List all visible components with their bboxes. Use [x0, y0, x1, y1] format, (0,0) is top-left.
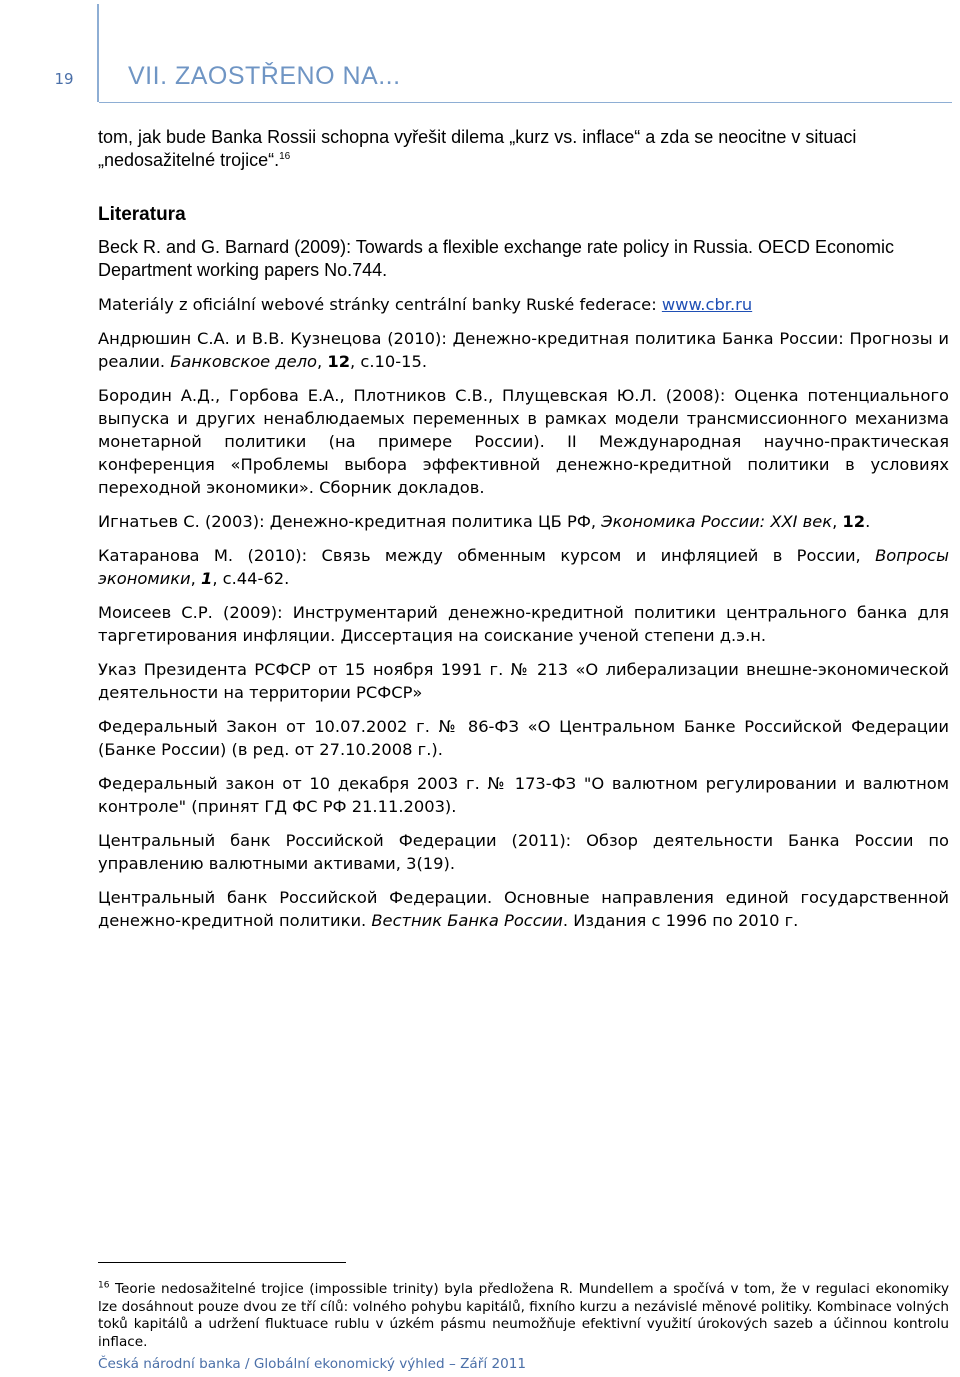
ref-andryushin-journal: Банковское дело	[170, 352, 318, 371]
ref-zakon-2003: Федеральный закон от 10 декабря 2003 г. № 173-ФЗ "О валютном регулировании и валютном контроле" (принят ГД ФС РФ 21.11.2003).	[98, 774, 949, 816]
page-content	[98, 126, 949, 932]
ref-materialy	[98, 293, 949, 316]
ref-andryushin	[98, 327, 949, 373]
footnote-ref[interactable]: 16	[279, 151, 291, 162]
ref-ignatiev-issue: 12	[842, 512, 866, 531]
ref-ignatiev-journal: Экономика России: XXI век	[601, 512, 833, 531]
ref-andryushin-text: Андрюшин С.А. и В.В. Кузнецова (2010): Денежно-кредитная политика Банка России: Прогнозы и реалии.	[98, 329, 949, 371]
ref-cb-main	[98, 886, 949, 932]
page-footer: Česká národní banka / Globální ekonomický výhled – Září 2011	[98, 1356, 527, 1372]
ref-ignatiev	[98, 510, 949, 533]
ref-cb-main-text: Центральный банк Российской Федерации. Основные направления единой государственной денежно-кредитной политики.	[98, 888, 949, 930]
ref-kataranova-pages: , с.44-62.	[212, 569, 290, 588]
intro-text: tom, jak bude Banka Rossii schopna vyřešit dilema „kurz vs. inflace“ a zda se neocitne v situaci „nedosažitelné trojice“.	[98, 127, 857, 170]
ref-kataranova-journal: Вопросы экономики	[98, 546, 949, 588]
ref-ignatiev-sep: ,	[832, 512, 843, 531]
ref-moiseev: Моисеев С.Р. (2009): Инструментарий денежно-кредитной политики центрального банка для таргетирования инфляции. Диссертация на соискание ученой степени д.э.н.	[98, 603, 949, 645]
ref-andryushin-sep: ,	[317, 352, 328, 371]
ref-cb-review: Центральный банк Российской Федерации (2011): Обзор деятельности Банка России по управлению валютными активами, 3(19).	[98, 831, 949, 873]
ref-kataranova-sep: ,	[190, 569, 201, 588]
ref-borodin: Бородин А.Д., Горбова Е.А., Плотников С.В., Плущевская Ю.Л. (2008): Оценка потенциального выпуска и других ненаблюдаемых переменных в рамках модели трансмиссионного механизма монетарной политики (на примере России). II Международная научно-практическая конференция «Проблемы выбора эффективной денежно-кредитной политики в условиях переходной экономики». Сборник докладов.	[98, 386, 949, 497]
ref-kataranova	[98, 544, 949, 590]
page-number: 19	[54, 70, 74, 88]
ref-andryushin-issue: 12	[327, 352, 351, 371]
intro-paragraph	[98, 126, 949, 172]
ref-kataranova-text: Катаранова М. (2010): Связь между обменным курсом и инфляцией в России,	[98, 546, 876, 565]
cbr-link[interactable]: www.cbr.ru	[661, 295, 753, 314]
section-title: VII. ZAOSTŘENO NA...	[128, 62, 401, 90]
footnote-text: Teorie nedosažitelné trojice (impossible trinity) byla předložena R. Mundellem a spočívá v tom, že v regulaci ekonomiky lze dosáhnout pouze dvou ze tří cílů: volného pohybu kapitálů, fixního kurzu a nezávislé měnové politiky. Kombinace volných toků kapitálů a udržení fluktuace rublu v úzkém pásmu neumožňuje efektivní využití úrokových sazeb a účinnou kontrolu inflace.	[98, 1281, 949, 1350]
ref-andryushin-pages: , с.10-15.	[350, 352, 428, 371]
header-vertical-divider	[97, 4, 99, 102]
literature-heading: Literatura	[98, 204, 186, 225]
ref-cb-main-journal: Вестник Банка России	[371, 911, 563, 930]
ref-kataranova-issue: 1	[200, 569, 213, 588]
footnote	[98, 1281, 949, 1351]
ref-materialy-text: Materiály z oficiální webové stránky centrální banky Ruské federace:	[98, 295, 662, 314]
footnote-number: 16	[98, 1280, 110, 1291]
ref-ukaz: Указ Президента РСФСР от 15 ноября 1991 г. № 213 «О либерализации внешне-экономической деятельности на территории РСФСР»	[98, 660, 949, 702]
ref-ignatiev-end: .	[865, 512, 871, 531]
header-horizontal-divider	[99, 102, 952, 103]
footnote-separator	[98, 1262, 346, 1263]
ref-zakon-2002: Федеральный Закон от 10.07.2002 г. № 86-ФЗ «О Центральном Банке Российской Федерации (Банке России) (в ред. от 27.10.2008 г.).	[98, 717, 949, 759]
ref-ignatiev-text: Игнатьев С. (2003): Денежно-кредитная политика ЦБ РФ,	[98, 512, 602, 531]
ref-cb-main-end: . Издания с 1996 по 2010 г.	[562, 911, 799, 930]
ref-beck: Beck R. and G. Barnard (2009): Towards a flexible exchange rate policy in Russia. OECD Economic Department working papers No.744.	[98, 237, 895, 280]
